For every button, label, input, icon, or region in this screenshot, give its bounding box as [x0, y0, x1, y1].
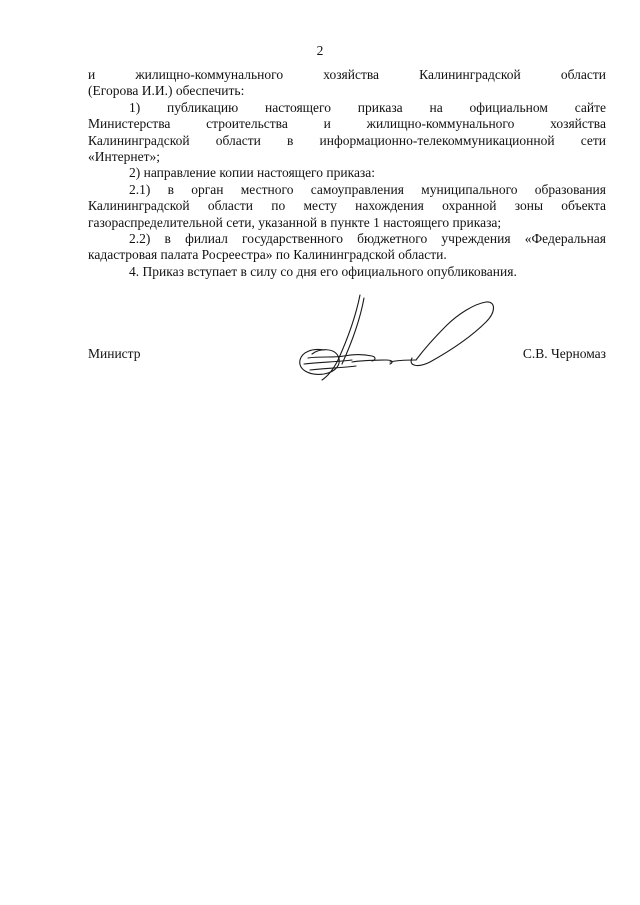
- text-line: 4. Приказ вступает в силу со дня его официального опубликования.: [129, 263, 517, 279]
- text-line: кадастровая палата Росреестра» по Калининградской области.: [88, 247, 447, 263]
- text-line: 2.2) в филиал государственного бюджетного учреждения «Федеральная: [129, 231, 606, 247]
- signer-position: Министр: [88, 346, 141, 361]
- text-line: Министерства строительства и жилищно-коммунального хозяйства: [88, 116, 606, 132]
- handwritten-signature-icon: [290, 290, 500, 390]
- text-line: газораспределительной сети, указанной в пункте 1 настоящего приказа;: [88, 214, 502, 230]
- page-number: 2: [316, 43, 324, 58]
- signer-name: С.В. Черномаз: [522, 346, 606, 361]
- text-line: «Интернет»;: [88, 149, 160, 165]
- text-line: 2) направление копии настоящего приказа:: [129, 165, 376, 181]
- document-body: [88, 67, 606, 280]
- text-line: 1) публикацию настоящего приказа на официальном сайте: [129, 99, 606, 115]
- text-line: (Егорова И.И.) обеспечить:: [88, 83, 245, 99]
- text-line: и жилищно-коммунального хозяйства Калининградской области: [88, 67, 606, 82]
- text-line: Калининградской области по месту нахождения охранной зоны объекта: [88, 198, 606, 214]
- signature-block: [88, 346, 606, 366]
- text-line: Калининградской области в информационно-телекоммуникационной сети: [88, 132, 606, 148]
- text-line: 2.1) в орган местного самоуправления муниципального образования: [129, 181, 606, 197]
